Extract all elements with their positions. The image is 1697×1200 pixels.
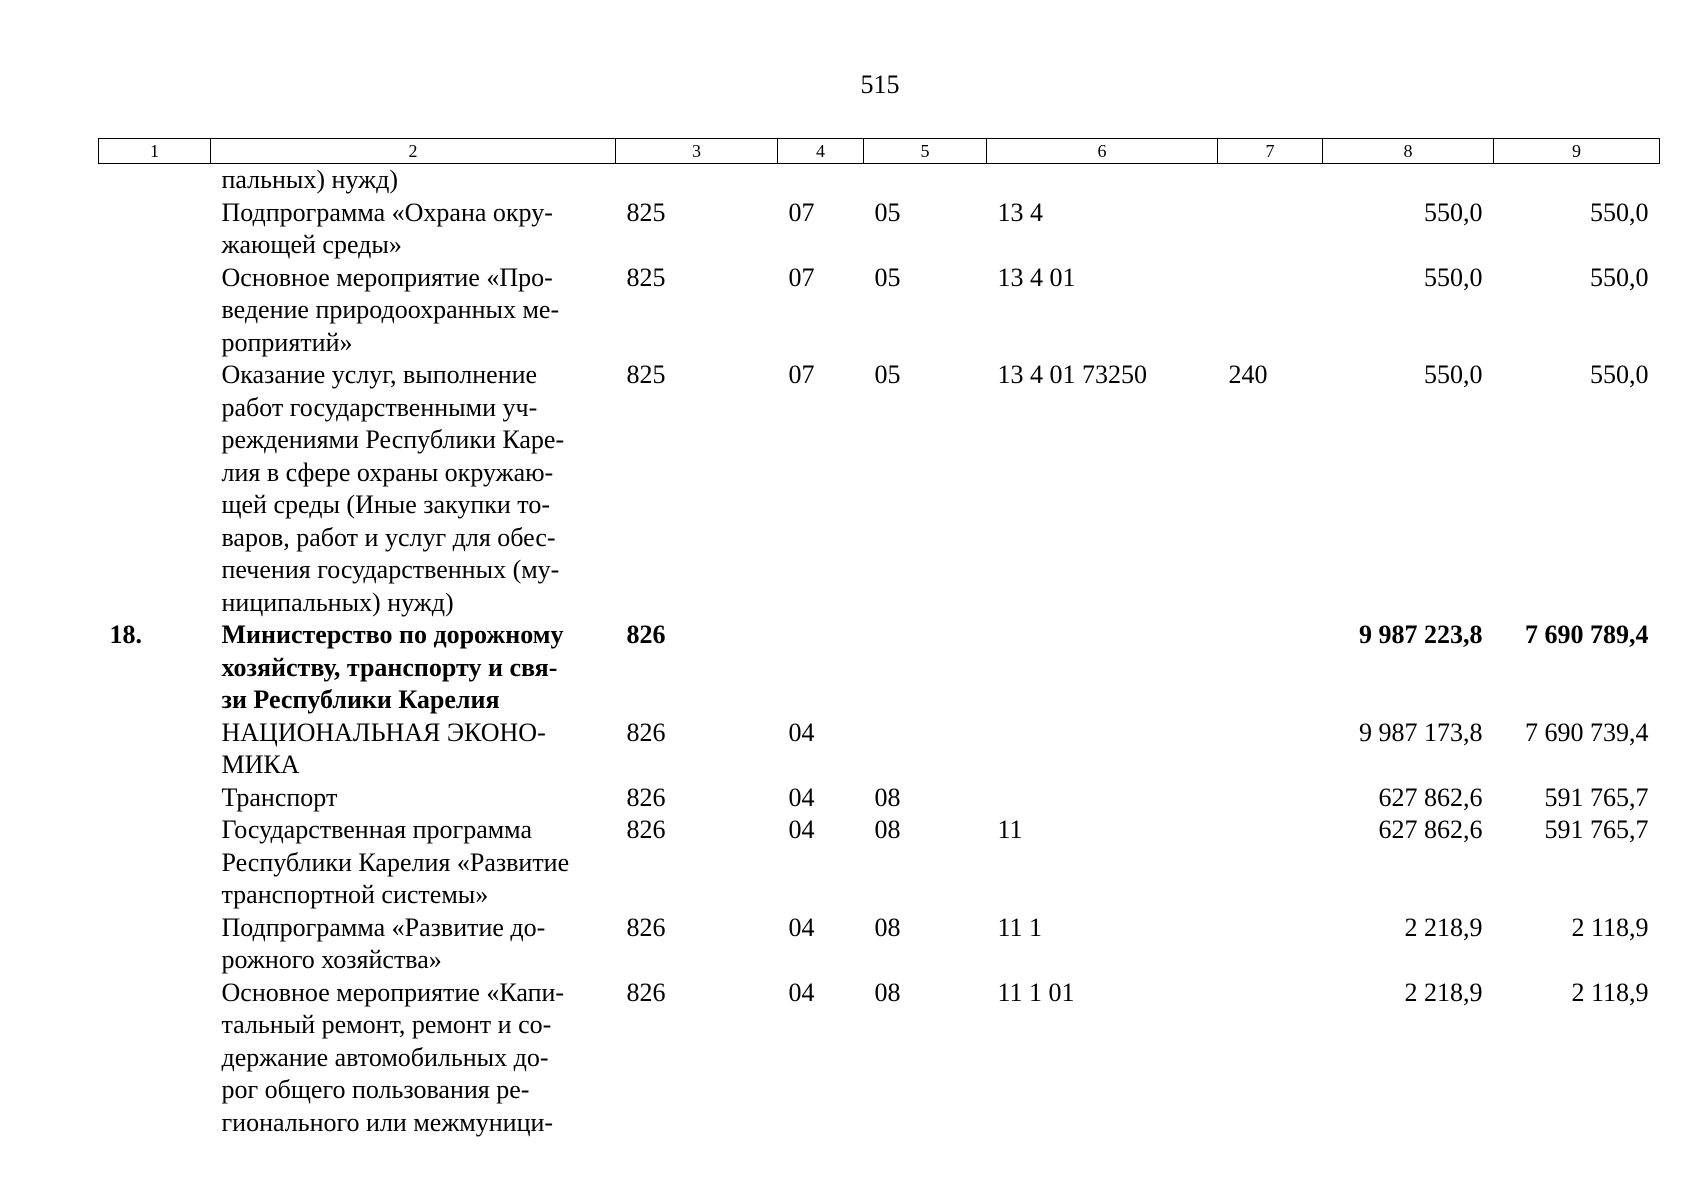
section-code-cell: 04 xyxy=(788,912,815,942)
section-code-cell: 04 xyxy=(788,782,815,812)
section-code-cell: 07 xyxy=(788,360,815,389)
item-name-line: тальный ремонт, ремонт и со- xyxy=(221,1010,552,1039)
item-name-line: реждениями Республики Каре- xyxy=(221,425,565,454)
table-row xyxy=(99,197,1660,262)
column-header: 4 xyxy=(778,139,864,164)
amount-year2-cell xyxy=(1494,164,1660,197)
item-name-cell xyxy=(211,912,616,977)
expense-type-cell xyxy=(1218,619,1323,717)
amount-year2-cell: 2 118,9 xyxy=(1571,912,1649,942)
item-name-line: варов, работ и услуг для обес- xyxy=(221,522,556,552)
subsection-code-cell: 05 xyxy=(874,360,901,389)
column-header: 7 xyxy=(1218,139,1323,164)
column-header: 9 xyxy=(1494,139,1660,164)
page-number: 515 xyxy=(860,70,900,99)
row-number-cell xyxy=(99,164,211,197)
item-name-cell xyxy=(211,977,616,1140)
admin-code-cell: 826 xyxy=(626,815,666,844)
expense-type-cell xyxy=(1218,977,1323,1140)
row-number-cell xyxy=(99,977,211,1140)
target-article-cell xyxy=(987,619,1218,717)
item-name-line: щей среды (Иные закупки то- xyxy=(221,490,550,519)
item-name-line: ведение природоохранных ме- xyxy=(221,295,560,324)
amount-year1-cell: 550,0 xyxy=(1424,197,1483,227)
amount-year2-cell: 591 765,7 xyxy=(1544,815,1649,844)
target-article-cell xyxy=(987,782,1218,815)
item-name-line: хозяйству, транспорту и свя- xyxy=(221,652,558,682)
target-article-cell: 13 4 01 xyxy=(997,262,1076,292)
amount-year1-cell: 9 987 173,8 xyxy=(1359,717,1483,747)
amount-year1-cell: 550,0 xyxy=(1424,262,1483,292)
item-name-line: Транспорт xyxy=(221,782,338,812)
section-code-cell: 07 xyxy=(788,262,815,292)
section-code-cell: 07 xyxy=(788,197,815,227)
table-row xyxy=(99,359,1660,619)
section-code-cell: 04 xyxy=(788,815,815,844)
row-number-cell: 18. xyxy=(109,620,142,649)
item-name-line: Государственная программа xyxy=(221,815,533,844)
subsection-code-cell xyxy=(864,619,987,717)
target-article-cell xyxy=(987,717,1218,782)
subsection-code-cell: 08 xyxy=(874,977,901,1007)
subsection-code-cell: 05 xyxy=(874,197,901,227)
row-number-cell xyxy=(99,814,211,912)
subsection-code-cell: 05 xyxy=(874,262,901,292)
expense-type-cell xyxy=(1218,814,1323,912)
target-article-cell: 13 4 01 73250 xyxy=(997,360,1147,389)
column-header: 3 xyxy=(616,139,778,164)
item-name-cell xyxy=(211,619,616,717)
column-header: 8 xyxy=(1323,139,1494,164)
amount-year2-cell: 591 765,7 xyxy=(1544,782,1649,812)
row-number-cell xyxy=(99,359,211,619)
table-row xyxy=(99,912,1660,977)
item-name-line: Республики Карелия «Развитие xyxy=(221,847,570,877)
table-row xyxy=(99,717,1660,782)
row-number-cell xyxy=(99,197,211,262)
item-name-cell xyxy=(211,717,616,782)
amount-year2-cell: 2 118,9 xyxy=(1571,977,1649,1007)
subsection-code-cell xyxy=(864,717,987,782)
admin-code-cell: 826 xyxy=(626,782,666,812)
column-header: 2 xyxy=(211,139,616,164)
admin-code-cell: 825 xyxy=(626,262,666,292)
column-header: 5 xyxy=(864,139,987,164)
amount-year2-cell: 7 690 739,4 xyxy=(1525,717,1649,747)
amount-year1-cell: 550,0 xyxy=(1424,360,1483,389)
section-code-cell xyxy=(778,619,864,717)
item-name-line: Оказание услуг, выполнение xyxy=(221,360,538,389)
item-name-line: транспортной системы» xyxy=(221,880,489,909)
expense-type-cell xyxy=(1218,782,1323,815)
section-code-cell: 04 xyxy=(788,717,815,747)
amount-year1-cell: 9 987 223,8 xyxy=(1359,620,1483,649)
expense-type-cell xyxy=(1218,262,1323,360)
row-number-cell xyxy=(99,782,211,815)
item-name-line: печения государственных (му- xyxy=(221,555,560,584)
amount-year1-cell: 2 218,9 xyxy=(1404,977,1483,1007)
row-number-cell xyxy=(99,717,211,782)
amount-year1-cell: 2 218,9 xyxy=(1404,912,1483,942)
item-name-line: Основное мероприятие «Про- xyxy=(221,262,553,292)
table-row xyxy=(99,977,1660,1140)
target-article-cell: 11 1 xyxy=(997,912,1043,942)
table-row xyxy=(99,164,1660,197)
item-name-line: Подпрограмма «Развитие до- xyxy=(221,912,546,942)
section-code-cell: 04 xyxy=(788,977,815,1007)
amount-year1-cell: 627 862,6 xyxy=(1378,782,1483,812)
admin-code-cell: 825 xyxy=(626,360,666,389)
item-name-cell xyxy=(211,262,616,360)
admin-code-cell: 826 xyxy=(626,977,666,1007)
amount-year2-cell: 550,0 xyxy=(1590,197,1649,227)
expense-type-cell xyxy=(1218,164,1323,197)
item-name-line: зи Республики Карелия xyxy=(221,685,500,714)
admin-code-cell: 825 xyxy=(626,197,666,227)
item-name-line: ниципальных) нужд) xyxy=(221,587,454,617)
expense-type-cell xyxy=(1218,717,1323,782)
table-row xyxy=(99,814,1660,912)
item-name-line: гионального или межмуници- xyxy=(221,1107,554,1137)
item-name-line: Основное мероприятие «Капи- xyxy=(221,977,565,1007)
amount-year1-cell xyxy=(1323,164,1494,197)
item-name-cell xyxy=(211,782,616,815)
item-name-cell xyxy=(211,814,616,912)
target-article-cell: 11 1 01 xyxy=(997,977,1075,1007)
item-name-line: НАЦИОНАЛЬНАЯ ЭКОНО- xyxy=(221,717,546,747)
amount-year2-cell: 550,0 xyxy=(1590,360,1649,389)
expense-type-cell xyxy=(1218,912,1323,977)
amount-year2-cell: 550,0 xyxy=(1590,262,1649,292)
row-number-cell xyxy=(99,912,211,977)
column-number-row xyxy=(99,139,1660,164)
admin-code-cell: 826 xyxy=(626,620,666,649)
expense-type-cell: 240 xyxy=(1228,360,1268,389)
column-header: 6 xyxy=(987,139,1218,164)
item-name-line: жающей среды» xyxy=(221,230,402,259)
subsection-code-cell xyxy=(864,164,987,197)
item-name-line: лия в сфере охраны окружаю- xyxy=(221,457,554,487)
amount-year1-cell: 627 862,6 xyxy=(1378,815,1483,844)
item-name-cell xyxy=(211,197,616,262)
subsection-code-cell: 08 xyxy=(874,912,901,942)
item-name-line: пальных) нужд) xyxy=(221,165,398,194)
table-body xyxy=(99,164,1660,1140)
item-name-line: работ государственными уч- xyxy=(221,392,538,422)
item-name-cell xyxy=(211,359,616,619)
section-code-cell xyxy=(778,164,864,197)
target-article-cell xyxy=(987,164,1218,197)
admin-code-cell: 826 xyxy=(626,912,666,942)
budget-table xyxy=(98,138,1660,1139)
item-name-line: Подпрограмма «Охрана окру- xyxy=(221,197,553,227)
row-number-cell xyxy=(99,262,211,360)
amount-year2-cell: 7 690 789,4 xyxy=(1525,620,1649,649)
column-header: 1 xyxy=(99,139,211,164)
subsection-code-cell: 08 xyxy=(874,815,901,844)
item-name-line: МИКА xyxy=(221,750,300,779)
expense-type-cell xyxy=(1218,197,1323,262)
target-article-cell: 13 4 xyxy=(997,197,1043,227)
admin-code-cell: 826 xyxy=(626,717,666,747)
admin-code-cell xyxy=(616,164,778,197)
item-name-line: роприятий» xyxy=(221,327,353,357)
table-row xyxy=(99,262,1660,360)
target-article-cell: 11 xyxy=(997,815,1023,844)
item-name-line: рог общего пользования ре- xyxy=(221,1075,530,1104)
item-name-cell xyxy=(211,164,616,197)
item-name-line: Министерство по дорожному xyxy=(221,620,564,649)
table-row xyxy=(99,782,1660,815)
subsection-code-cell: 08 xyxy=(874,782,901,812)
item-name-line: рожного хозяйства» xyxy=(221,945,442,974)
item-name-line: держание автомобильных до- xyxy=(221,1042,549,1072)
table-row xyxy=(99,619,1660,717)
